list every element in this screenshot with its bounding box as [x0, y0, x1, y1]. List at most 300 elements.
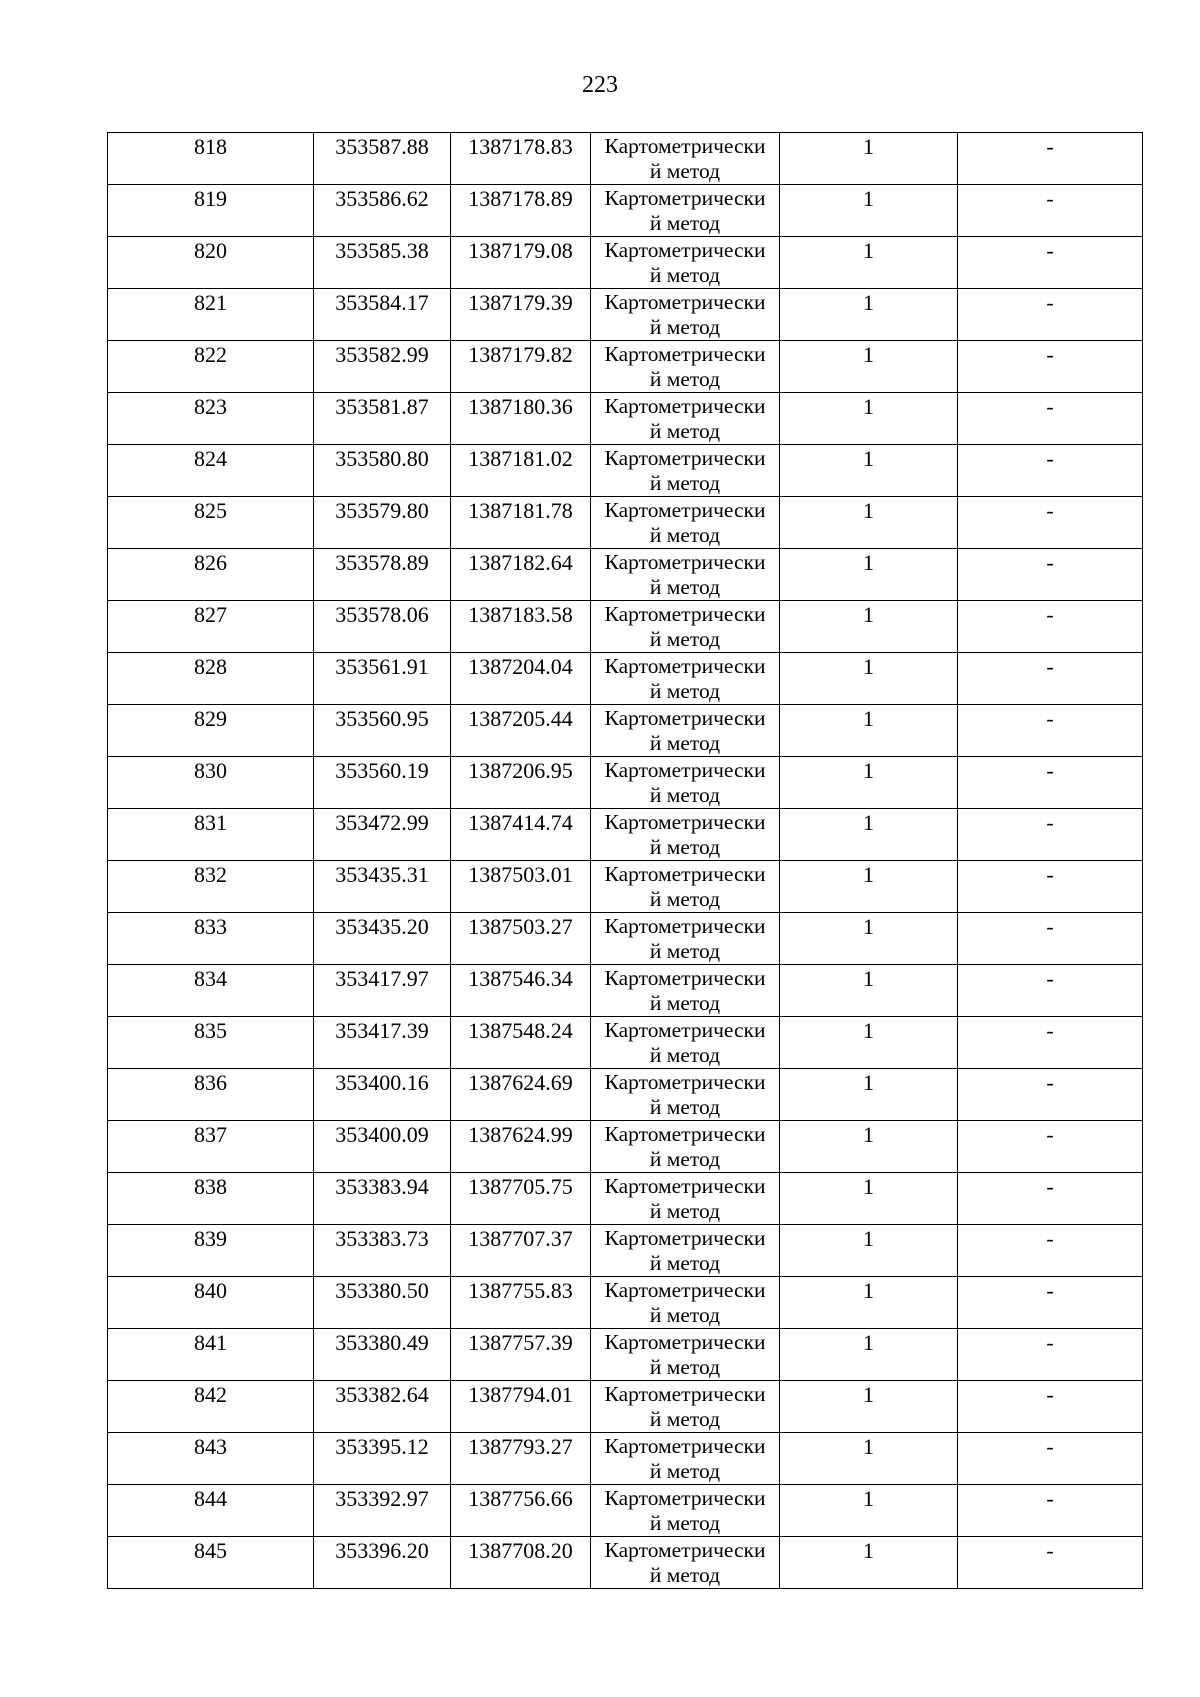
description-text: -	[1046, 758, 1054, 783]
method-text-line2: й метод	[649, 731, 721, 755]
description-cell	[958, 1173, 1143, 1225]
point-number-cell	[108, 757, 314, 809]
method-text-line2: й метод	[649, 1095, 721, 1119]
description-text: -	[1046, 1070, 1054, 1095]
point-number-cell	[108, 861, 314, 913]
accuracy-cell	[780, 133, 958, 185]
description-cell	[958, 445, 1143, 497]
method-text-line2: й метод	[649, 575, 721, 599]
description-cell	[958, 861, 1143, 913]
accuracy-cell	[780, 861, 958, 913]
y-coordinate-cell	[451, 1173, 591, 1225]
description-text: -	[1046, 810, 1054, 835]
point-number-cell	[108, 809, 314, 861]
method-text-line1: Картометрически	[604, 1382, 766, 1406]
method-text-line1: Картометрически	[604, 1122, 766, 1146]
x-coordinate-cell	[314, 965, 451, 1017]
description-text: -	[1046, 186, 1054, 211]
accuracy-cell	[780, 393, 958, 445]
method-text-line2: й метод	[649, 523, 721, 547]
accuracy-text: 1	[863, 498, 874, 523]
x-coordinate-cell	[314, 653, 451, 705]
table-row	[108, 549, 1143, 601]
method-cell	[591, 1277, 780, 1329]
point-number-cell	[108, 497, 314, 549]
table-row	[108, 861, 1143, 913]
table-row	[108, 1121, 1143, 1173]
accuracy-cell	[780, 1329, 958, 1381]
method-text-line1: Картометрически	[604, 602, 766, 626]
method-text-line1: Картометрически	[604, 966, 766, 990]
point-number-text: 844	[194, 1486, 227, 1511]
x-coordinate-text: 353587.88	[335, 134, 429, 159]
point-number-cell	[108, 393, 314, 445]
accuracy-text: 1	[863, 1070, 874, 1095]
point-number-text: 820	[194, 238, 227, 263]
method-cell	[591, 497, 780, 549]
table-row	[108, 1173, 1143, 1225]
description-text: -	[1046, 654, 1054, 679]
method-text-line1: Картометрически	[604, 134, 766, 158]
table-row	[108, 1017, 1143, 1069]
description-cell	[958, 1121, 1143, 1173]
method-text-line2: й метод	[649, 1511, 721, 1535]
method-text	[591, 1017, 779, 1068]
point-number-text: 836	[194, 1070, 227, 1095]
x-coordinate-cell	[314, 1329, 451, 1381]
point-number-text: 842	[194, 1382, 227, 1407]
x-coordinate-cell	[314, 601, 451, 653]
y-coordinate-text: 1387624.99	[468, 1122, 573, 1147]
method-text-line1: Картометрически	[604, 654, 766, 678]
point-number-text: 831	[194, 810, 227, 835]
method-text-line2: й метод	[649, 939, 721, 963]
y-coordinate-cell	[451, 133, 591, 185]
x-coordinate-text: 353380.49	[335, 1330, 429, 1355]
method-cell	[591, 1537, 780, 1589]
x-coordinate-text: 353400.16	[335, 1070, 429, 1095]
y-coordinate-text: 1387178.89	[468, 186, 573, 211]
y-coordinate-text: 1387204.04	[468, 654, 573, 679]
y-coordinate-cell	[451, 1017, 591, 1069]
method-text	[591, 965, 779, 1016]
method-text-line1: Картометрически	[604, 1330, 766, 1354]
description-cell	[958, 757, 1143, 809]
x-coordinate-text: 353560.95	[335, 706, 429, 731]
accuracy-cell	[780, 1225, 958, 1277]
y-coordinate-cell	[451, 341, 591, 393]
x-coordinate-text: 353417.97	[335, 966, 429, 991]
y-coordinate-text: 1387794.01	[468, 1382, 573, 1407]
description-text: -	[1046, 134, 1054, 159]
x-coordinate-text: 353417.39	[335, 1018, 429, 1043]
table-row	[108, 965, 1143, 1017]
accuracy-text: 1	[863, 706, 874, 731]
accuracy-text: 1	[863, 1174, 874, 1199]
point-number-cell	[108, 1537, 314, 1589]
table-row	[108, 601, 1143, 653]
x-coordinate-cell	[314, 549, 451, 601]
point-number-text: 819	[194, 186, 227, 211]
accuracy-text: 1	[863, 1434, 874, 1459]
x-coordinate-text: 353560.19	[335, 758, 429, 783]
y-coordinate-text: 1387755.83	[468, 1278, 573, 1303]
method-cell	[591, 1381, 780, 1433]
description-text: -	[1046, 238, 1054, 263]
method-text-line1: Картометрически	[604, 758, 766, 782]
method-text-line2: й метод	[649, 1459, 721, 1483]
description-text: -	[1046, 1226, 1054, 1251]
accuracy-cell	[780, 1537, 958, 1589]
method-text-line1: Картометрически	[604, 446, 766, 470]
y-coordinate-cell	[451, 1485, 591, 1537]
x-coordinate-cell	[314, 757, 451, 809]
method-text-line1: Картометрически	[604, 342, 766, 366]
x-coordinate-text: 353395.12	[335, 1434, 429, 1459]
method-cell	[591, 445, 780, 497]
table-row	[108, 133, 1143, 185]
y-coordinate-cell	[451, 185, 591, 237]
description-text: -	[1046, 1434, 1054, 1459]
x-coordinate-cell	[314, 861, 451, 913]
coordinates-table-body	[108, 133, 1143, 1589]
method-text-line1: Картометрически	[604, 914, 766, 938]
method-cell	[591, 1173, 780, 1225]
description-text: -	[1046, 394, 1054, 419]
point-number-text: 840	[194, 1278, 227, 1303]
description-text: -	[1046, 342, 1054, 367]
y-coordinate-cell	[451, 913, 591, 965]
description-cell	[958, 705, 1143, 757]
method-text-line2: й метод	[649, 1407, 721, 1431]
accuracy-text: 1	[863, 394, 874, 419]
description-text: -	[1046, 1538, 1054, 1563]
table-row	[108, 497, 1143, 549]
description-text: -	[1046, 1278, 1054, 1303]
description-cell	[958, 133, 1143, 185]
point-number-text: 835	[194, 1018, 227, 1043]
method-cell	[591, 653, 780, 705]
x-coordinate-cell	[314, 1277, 451, 1329]
point-number-text: 818	[194, 134, 227, 159]
x-coordinate-cell	[314, 185, 451, 237]
method-text-line2: й метод	[649, 627, 721, 651]
accuracy-text: 1	[863, 1382, 874, 1407]
method-text	[591, 341, 779, 392]
description-text: -	[1046, 706, 1054, 731]
table-row	[108, 289, 1143, 341]
method-text-line2: й метод	[649, 1147, 721, 1171]
method-cell	[591, 185, 780, 237]
table-row	[108, 1381, 1143, 1433]
description-cell	[958, 1017, 1143, 1069]
method-text-line1: Картометрически	[604, 1538, 766, 1562]
method-text	[591, 133, 779, 184]
accuracy-cell	[780, 965, 958, 1017]
accuracy-cell	[780, 185, 958, 237]
point-number-text: 832	[194, 862, 227, 887]
table-row	[108, 445, 1143, 497]
method-cell	[591, 809, 780, 861]
point-number-cell	[108, 1173, 314, 1225]
accuracy-text: 1	[863, 1486, 874, 1511]
description-text: -	[1046, 1330, 1054, 1355]
y-coordinate-cell	[451, 861, 591, 913]
method-text-line2: й метод	[649, 1563, 721, 1587]
x-coordinate-cell	[314, 237, 451, 289]
table-row	[108, 809, 1143, 861]
point-number-cell	[108, 653, 314, 705]
point-number-cell	[108, 1277, 314, 1329]
y-coordinate-cell	[451, 757, 591, 809]
method-text-line2: й метод	[649, 783, 721, 807]
accuracy-text: 1	[863, 810, 874, 835]
method-text	[591, 601, 779, 652]
y-coordinate-text: 1387705.75	[468, 1174, 573, 1199]
table-row	[108, 757, 1143, 809]
y-coordinate-text: 1387180.36	[468, 394, 573, 419]
method-text-line2: й метод	[649, 159, 721, 183]
method-text	[591, 757, 779, 808]
table-row	[108, 237, 1143, 289]
method-cell	[591, 601, 780, 653]
method-text	[591, 1485, 779, 1536]
coordinates-table	[107, 132, 1143, 1589]
description-text: -	[1046, 1018, 1054, 1043]
x-coordinate-text: 353578.89	[335, 550, 429, 575]
point-number-cell	[108, 1433, 314, 1485]
point-number-cell	[108, 1329, 314, 1381]
method-text-line1: Картометрически	[604, 862, 766, 886]
y-coordinate-text: 1387183.58	[468, 602, 573, 627]
table-row	[108, 1069, 1143, 1121]
table-row	[108, 1225, 1143, 1277]
accuracy-cell	[780, 757, 958, 809]
description-cell	[958, 1537, 1143, 1589]
x-coordinate-text: 353586.62	[335, 186, 429, 211]
description-cell	[958, 393, 1143, 445]
point-number-cell	[108, 133, 314, 185]
y-coordinate-cell	[451, 653, 591, 705]
table-row	[108, 1485, 1143, 1537]
method-text-line1: Картометрически	[604, 706, 766, 730]
accuracy-text: 1	[863, 602, 874, 627]
accuracy-cell	[780, 237, 958, 289]
method-text	[591, 1069, 779, 1120]
accuracy-text: 1	[863, 966, 874, 991]
x-coordinate-text: 353383.94	[335, 1174, 429, 1199]
y-coordinate-text: 1387708.20	[468, 1538, 573, 1563]
point-number-cell	[108, 1069, 314, 1121]
table-row	[108, 1329, 1143, 1381]
x-coordinate-cell	[314, 1069, 451, 1121]
point-number-text: 825	[194, 498, 227, 523]
accuracy-text: 1	[863, 446, 874, 471]
y-coordinate-text: 1387179.39	[468, 290, 573, 315]
method-text-line2: й метод	[649, 1043, 721, 1067]
accuracy-cell	[780, 913, 958, 965]
method-cell	[591, 1329, 780, 1381]
description-cell	[958, 341, 1143, 393]
y-coordinate-cell	[451, 965, 591, 1017]
method-cell	[591, 861, 780, 913]
y-coordinate-cell	[451, 1381, 591, 1433]
point-number-text: 838	[194, 1174, 227, 1199]
accuracy-text: 1	[863, 1122, 874, 1147]
x-coordinate-cell	[314, 341, 451, 393]
method-cell	[591, 1485, 780, 1537]
description-text: -	[1046, 1174, 1054, 1199]
y-coordinate-text: 1387181.78	[468, 498, 573, 523]
description-cell	[958, 185, 1143, 237]
point-number-text: 837	[194, 1122, 227, 1147]
accuracy-text: 1	[863, 654, 874, 679]
method-cell	[591, 1069, 780, 1121]
y-coordinate-text: 1387548.24	[468, 1018, 573, 1043]
method-text-line2: й метод	[649, 1303, 721, 1327]
method-text-line1: Картометрически	[604, 186, 766, 210]
accuracy-cell	[780, 445, 958, 497]
accuracy-text: 1	[863, 1538, 874, 1563]
y-coordinate-text: 1387707.37	[468, 1226, 573, 1251]
method-cell	[591, 1225, 780, 1277]
method-text-line1: Картометрически	[604, 1486, 766, 1510]
point-number-text: 830	[194, 758, 227, 783]
description-text: -	[1046, 550, 1054, 575]
table-row	[108, 393, 1143, 445]
accuracy-cell	[780, 1485, 958, 1537]
point-number-cell	[108, 1017, 314, 1069]
y-coordinate-cell	[451, 1121, 591, 1173]
page-number: 223	[582, 72, 618, 98]
y-coordinate-text: 1387181.02	[468, 446, 573, 471]
accuracy-cell	[780, 705, 958, 757]
point-number-text: 827	[194, 602, 227, 627]
accuracy-text: 1	[863, 862, 874, 887]
method-text	[591, 1225, 779, 1276]
method-cell	[591, 1017, 780, 1069]
method-cell	[591, 705, 780, 757]
point-number-cell	[108, 913, 314, 965]
method-text	[591, 289, 779, 340]
y-coordinate-text: 1387182.64	[468, 550, 573, 575]
method-text	[591, 705, 779, 756]
method-text	[591, 1433, 779, 1484]
point-number-cell	[108, 341, 314, 393]
y-coordinate-text: 1387624.69	[468, 1070, 573, 1095]
description-cell	[958, 237, 1143, 289]
method-text-line2: й метод	[649, 1199, 721, 1223]
table-row	[108, 1433, 1143, 1485]
x-coordinate-cell	[314, 1017, 451, 1069]
accuracy-text: 1	[863, 1278, 874, 1303]
description-cell	[958, 497, 1143, 549]
method-cell	[591, 341, 780, 393]
method-text	[591, 1121, 779, 1172]
description-cell	[958, 1329, 1143, 1381]
description-cell	[958, 965, 1143, 1017]
description-cell	[958, 1381, 1143, 1433]
accuracy-text: 1	[863, 914, 874, 939]
y-coordinate-text: 1387179.08	[468, 238, 573, 263]
method-text-line2: й метод	[649, 1251, 721, 1275]
x-coordinate-cell	[314, 497, 451, 549]
method-text-line2: й метод	[649, 679, 721, 703]
x-coordinate-cell	[314, 289, 451, 341]
point-number-cell	[108, 965, 314, 1017]
accuracy-cell	[780, 1069, 958, 1121]
y-coordinate-text: 1387546.34	[468, 966, 573, 991]
method-cell	[591, 1121, 780, 1173]
table-row	[108, 1537, 1143, 1589]
method-text-line2: й метод	[649, 367, 721, 391]
point-number-text: 829	[194, 706, 227, 731]
x-coordinate-text: 353578.06	[335, 602, 429, 627]
point-number-cell	[108, 1485, 314, 1537]
point-number-text: 822	[194, 342, 227, 367]
method-text-line2: й метод	[649, 1355, 721, 1379]
description-cell	[958, 1485, 1143, 1537]
description-text: -	[1046, 290, 1054, 315]
method-text-line2: й метод	[649, 835, 721, 859]
point-number-cell	[108, 549, 314, 601]
x-coordinate-cell	[314, 1121, 451, 1173]
y-coordinate-text: 1387793.27	[468, 1434, 573, 1459]
x-coordinate-text: 353585.38	[335, 238, 429, 263]
accuracy-cell	[780, 289, 958, 341]
description-cell	[958, 1277, 1143, 1329]
accuracy-cell	[780, 341, 958, 393]
accuracy-cell	[780, 1121, 958, 1173]
accuracy-cell	[780, 1433, 958, 1485]
x-coordinate-text: 353435.31	[335, 862, 429, 887]
x-coordinate-text: 353400.09	[335, 1122, 429, 1147]
y-coordinate-text: 1387178.83	[468, 134, 573, 159]
description-cell	[958, 653, 1143, 705]
accuracy-text: 1	[863, 342, 874, 367]
table-row	[108, 913, 1143, 965]
method-text	[591, 445, 779, 496]
method-text-line2: й метод	[649, 419, 721, 443]
method-text-line1: Картометрически	[604, 1018, 766, 1042]
table-row	[108, 341, 1143, 393]
y-coordinate-text: 1387757.39	[468, 1330, 573, 1355]
method-text	[591, 237, 779, 288]
x-coordinate-text: 353383.73	[335, 1226, 429, 1251]
accuracy-text: 1	[863, 238, 874, 263]
point-number-text: 839	[194, 1226, 227, 1251]
y-coordinate-cell	[451, 237, 591, 289]
method-cell	[591, 289, 780, 341]
point-number-text: 843	[194, 1434, 227, 1459]
point-number-cell	[108, 1381, 314, 1433]
x-coordinate-cell	[314, 705, 451, 757]
method-text-line1: Картометрически	[604, 1174, 766, 1198]
x-coordinate-cell	[314, 133, 451, 185]
method-text	[591, 1329, 779, 1380]
description-cell	[958, 289, 1143, 341]
point-number-text: 821	[194, 290, 227, 315]
point-number-cell	[108, 289, 314, 341]
method-text-line1: Картометрически	[604, 1226, 766, 1250]
description-cell	[958, 913, 1143, 965]
description-text: -	[1046, 1382, 1054, 1407]
method-text	[591, 549, 779, 600]
method-text-line2: й метод	[649, 263, 721, 287]
y-coordinate-text: 1387503.01	[468, 862, 573, 887]
x-coordinate-text: 353382.64	[335, 1382, 429, 1407]
accuracy-text: 1	[863, 186, 874, 211]
